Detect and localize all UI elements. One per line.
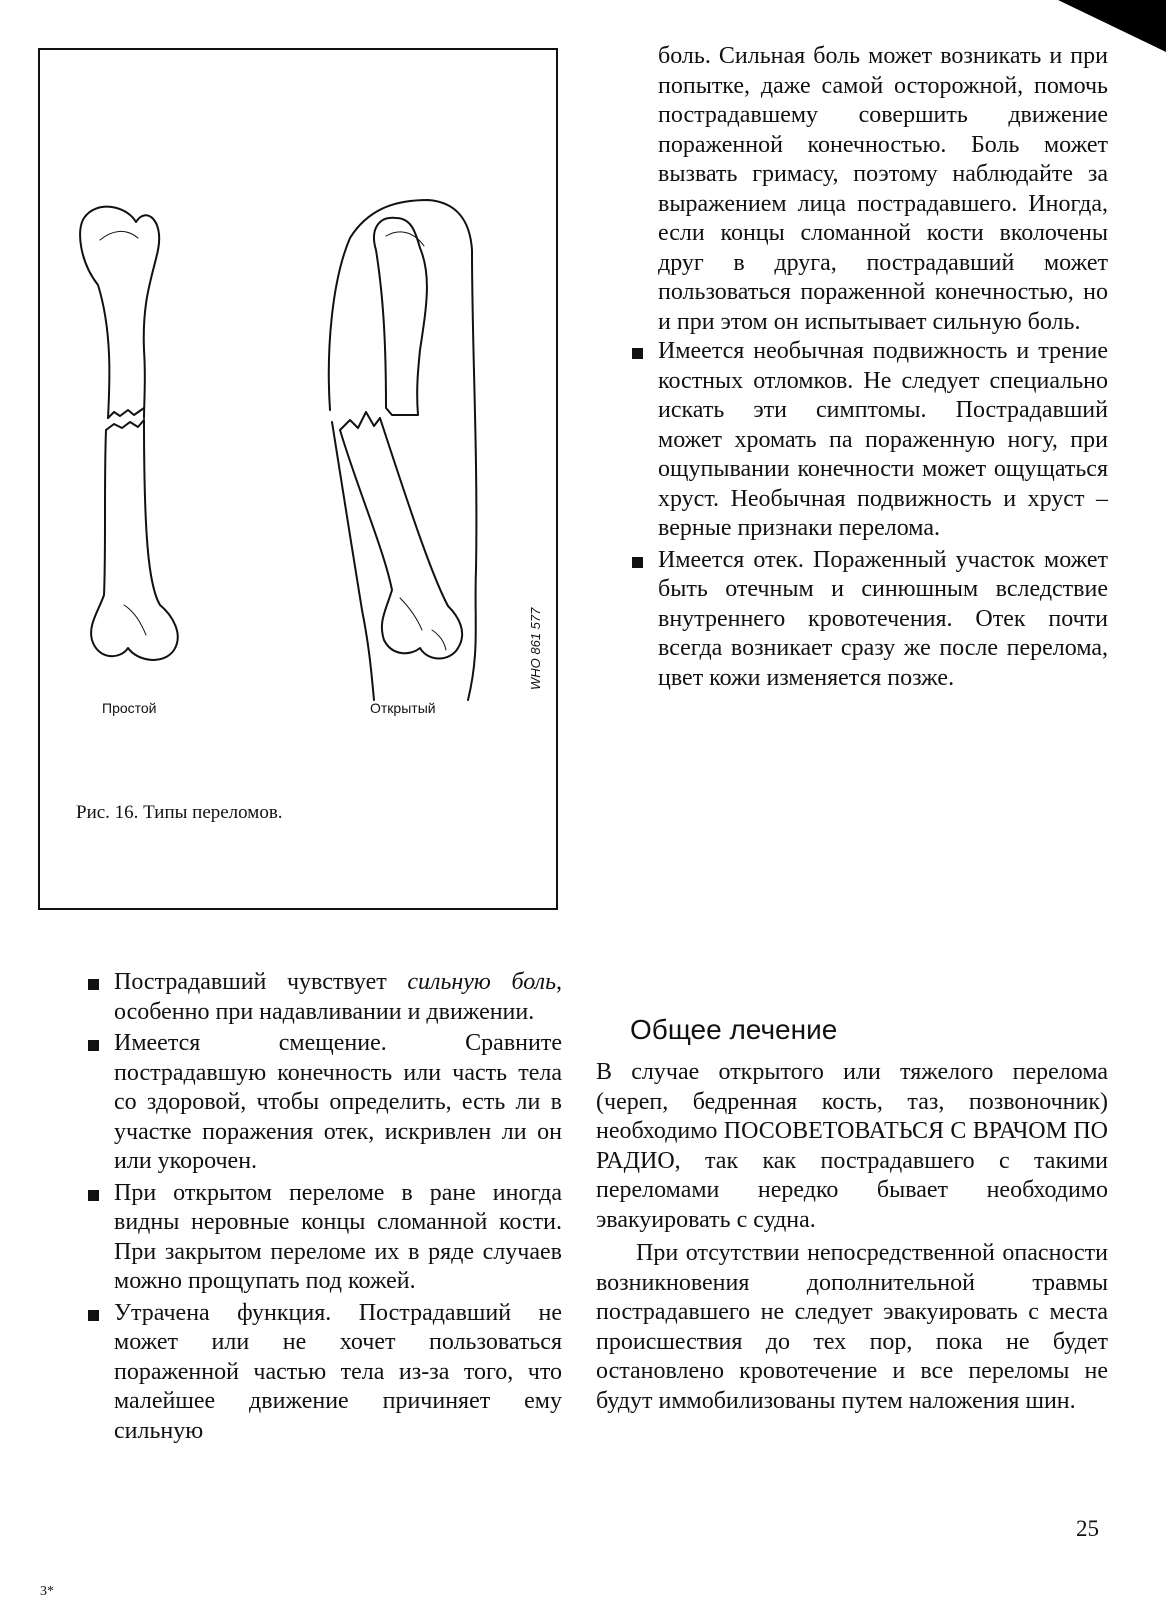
- symptom-list-right: [626, 337, 1108, 693]
- right-column-top: [658, 42, 1108, 695]
- emphasis-text: сильную боль: [407, 969, 556, 995]
- list-item: Имеется необычная подвижность и трение костных отломков. Не следует специально искать эти симптомы. Пострадавший может хромать па пораженную ногу, при ощупывании конечности может ощущаться хруст. Необычная подвижность и хруст – верные признаки перелома.: [626, 337, 1108, 544]
- list-item: Утрачена функция. Пострадавший не может или не хочет пользоваться пораженной частью тела из-за того, что малейшее движение причиняет ему сильную: [82, 1299, 562, 1447]
- figure-caption: Рис. 16. Типы переломов.: [76, 802, 283, 823]
- page-number: 25: [1076, 1516, 1099, 1541]
- label-open: Открытый: [370, 700, 436, 716]
- treatment-paragraph: В случае открытого или тяжелого перелома (череп, бедренная кость, таз, позвоночник) необходимо ПОСОВЕТОВАТЬСЯ С ВРАЧОМ ПО РАДИО, так как пострадавшего с такими переломами нередко бывает необходимо эвакуировать с судна.: [596, 1059, 1108, 1233]
- figure-fracture-types: [38, 48, 558, 910]
- list-item: Имеется отек. Пораженный участок может быть отечным и синюшным вследствие внутреннего кровотечения. Отек почти всегда возникает сразу же после перелома, цвет кожи изменяется позже.: [626, 546, 1108, 694]
- right-column-bottom: [596, 1012, 1108, 1416]
- bullet-text: , особенно при надавливании и движении.: [114, 969, 562, 1025]
- bullet-text: Пострадавший чувствует: [114, 969, 408, 995]
- symptom-list-left: [82, 968, 562, 1446]
- section-title: Общее лечение: [630, 1014, 838, 1045]
- bone-illustration: [40, 50, 556, 908]
- list-item: Имеется смещение. Сравните пострадавшую конечность или часть тела со здоровой, чтобы определить, есть ли в участке поражения отек, искривлен ли он или укорочен.: [82, 1029, 562, 1177]
- figure-code: WHO 861 577: [528, 607, 543, 690]
- list-item: [82, 968, 562, 1027]
- label-simple: Простой: [102, 700, 157, 716]
- treatment-paragraph: При отсутствии непосредственной опасности возникновения дополнительной травмы пострадавшего не следует эвакуировать с места происшествия до тех пор, пока не будет остановлено кровотечение и все переломы не будут иммобилизованы путем наложения шин.: [596, 1240, 1108, 1414]
- footer-mark: 3*: [40, 1584, 54, 1599]
- list-item: При открытом переломе в ране иногда видны неровные концы сломанной кости. При закрытом переломе их в ряде случаев можно прощупать под кожей.: [82, 1179, 562, 1297]
- left-column-bottom: [82, 968, 562, 1448]
- continuation-paragraph: боль. Сильная боль может возникать и при попытке, даже самой осторожной, помочь пострадавшему совершить движение пораженной конечностью. Боль может вызвать гримасу, поэтому наблюдайте за выражением лица пострадавшего. Иногда, если концы сломанной кости вколочены друг в друга, пострадавший может пользоваться пораженной конечностью, но и при этом он испытывает сильную боль.: [658, 43, 1108, 335]
